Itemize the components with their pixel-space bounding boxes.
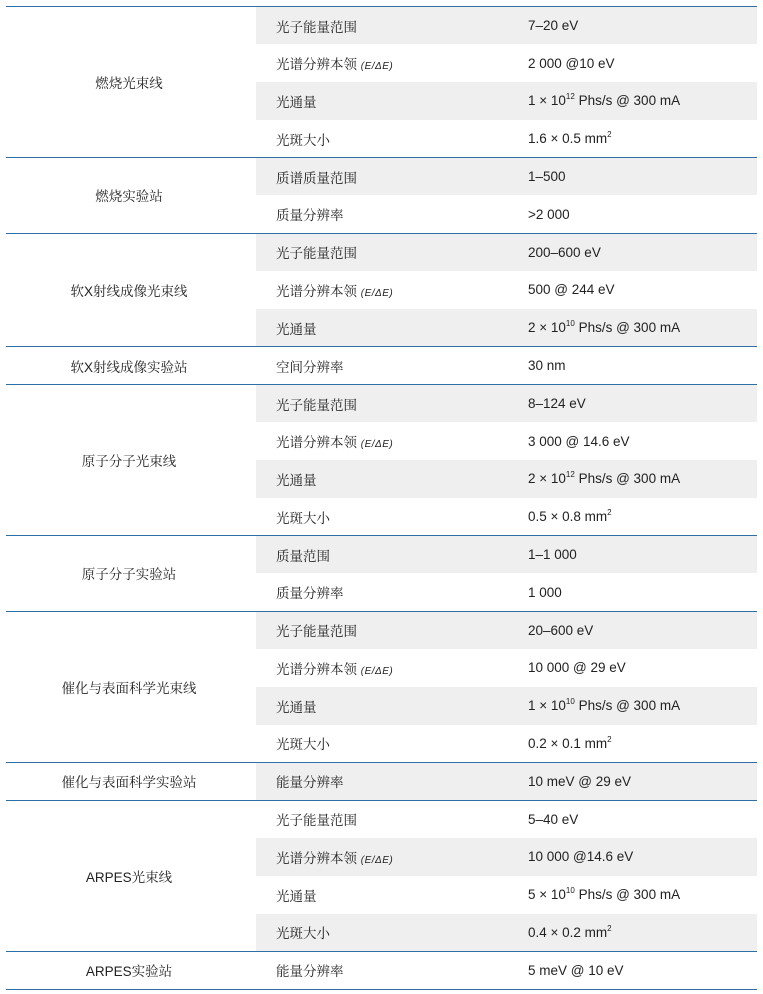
parameter-cell: 光子能量范围 <box>256 7 508 45</box>
parameter-cell: 光斑大小 <box>276 737 330 753</box>
table-row <box>6 536 757 574</box>
parameter-cell: 光通量 <box>256 82 508 120</box>
parameter-cell: 光通量 <box>276 888 317 904</box>
value-cell: $1 \times 10^{10}$ Phs/s @ 300 mA <box>508 687 757 725</box>
value-cell: $1 \times 10^{12}$ Phs/s @ 300 mA <box>508 82 757 120</box>
resolution-notation: (E/ΔE) <box>360 665 394 677</box>
value-cell: $2 \times 10^{12}$ Phs/s @ 300 mA <box>508 460 757 498</box>
table-row <box>6 7 757 45</box>
value-cell: 5–40 eV <box>508 800 757 838</box>
table-row <box>6 233 757 271</box>
parameter-cell: 光谱分辨本领 (E/ΔE) <box>276 435 394 451</box>
table-row <box>6 384 757 422</box>
parameter-cell: 光通量 <box>256 687 508 725</box>
group-name-cell: ARPES实验站 <box>6 951 256 989</box>
superscript: 2 <box>607 130 612 140</box>
value-cell: 1–1 000 <box>508 536 757 574</box>
parameter-cell: 光谱分辨本领 (E/ΔE) <box>276 661 394 677</box>
value-cell: 200–600 eV <box>508 233 757 271</box>
parameter-cell: 质谱质量范围 <box>256 158 508 196</box>
parameter-cell: 能量分辨率 <box>256 951 508 989</box>
parameter-cell: 光通量 <box>256 460 508 498</box>
superscript: 12 <box>565 470 575 480</box>
group-name-cell: 催化与表面科学实验站 <box>6 762 256 800</box>
value-cell: 1–500 <box>508 158 757 196</box>
value-cell: >2 000 <box>528 206 570 222</box>
group-name-cell: 燃烧光束线 <box>6 7 256 158</box>
group-name-cell: 燃烧实验站 <box>6 158 256 234</box>
parameter-cell: 光谱分辨本领 (E/ΔE) <box>276 283 394 299</box>
parameter-cell: 光子能量范围 <box>256 233 508 271</box>
group-name-cell: 催化与表面科学光束线 <box>6 611 256 762</box>
superscript: 2 <box>607 508 612 517</box>
value-cell: 10 000 @ 29 eV <box>528 660 626 676</box>
table-row <box>6 611 757 649</box>
superscript: 10 <box>565 886 575 896</box>
superscript: 10 <box>565 697 575 707</box>
superscript: 2 <box>607 923 612 933</box>
value-cell: 0.2 × 0.1 $mm^2$ <box>528 734 612 751</box>
parameter-cell: 光斑大小 <box>276 510 330 526</box>
group-name-cell: 原子分子光束线 <box>6 384 256 535</box>
table-row <box>6 762 757 800</box>
superscript: 12 <box>565 92 575 102</box>
parameter-cell: 质量分辨率 <box>276 208 344 224</box>
parameter-cell: 光谱分辨本领 (E/ΔE) <box>276 57 394 73</box>
value-cell: 10 meV @ 29 eV <box>508 762 757 800</box>
value-cell: 1 000 <box>528 584 562 600</box>
group-name-cell: 软X射线成像光束线 <box>6 233 256 346</box>
value-cell: 8–124 eV <box>508 384 757 422</box>
group-name-cell: 软X射线成像实验站 <box>6 347 256 385</box>
value-cell: 30 nm <box>508 347 757 385</box>
value-cell: 5 meV @ 10 eV <box>508 951 757 989</box>
value-cell: $5 \times 10^{10}$ Phs/s @ 300 mA <box>528 886 681 903</box>
table-row <box>6 951 757 989</box>
parameter-cell: 光通量 <box>256 309 508 347</box>
parameter-cell: 质量范围 <box>256 536 508 574</box>
parameter-cell: 光谱分辨本领 (E/ΔE) <box>256 838 508 876</box>
spec-table-container <box>6 0 763 990</box>
table-row <box>6 347 757 385</box>
table-row <box>6 158 757 196</box>
value-cell: 10 000 @14.6 eV <box>508 838 757 876</box>
value-cell: 0.5 × 0.8 $mm^2$ <box>528 508 612 524</box>
parameter-cell: 能量分辨率 <box>256 762 508 800</box>
value-cell: 500 @ 244 eV <box>528 282 615 298</box>
resolution-notation: (E/ΔE) <box>360 61 394 73</box>
table-body <box>6 7 757 990</box>
resolution-notation: (E/ΔE) <box>360 854 394 866</box>
parameter-cell: 光子能量范围 <box>256 384 508 422</box>
group-name-cell: ARPES光束线 <box>6 800 256 951</box>
value-cell: 7–20 eV <box>508 7 757 45</box>
value-cell: 0.4 × 0.2 $mm^2$ <box>508 914 757 952</box>
group-name-cell: 原子分子实验站 <box>6 536 256 612</box>
parameter-cell: 空间分辨率 <box>256 347 508 385</box>
value-cell: 1.6 × 0.5 $mm^2$ <box>528 130 612 147</box>
parameter-cell: 质量分辨率 <box>276 586 344 602</box>
value-cell: $2 \times 10^{10}$ Phs/s @ 300 mA <box>508 309 757 347</box>
parameter-cell: 光子能量范围 <box>256 611 508 649</box>
value-cell: 2 000 @10 eV <box>528 55 615 71</box>
parameter-cell: 光斑大小 <box>276 132 330 148</box>
resolution-notation: (E/ΔE) <box>360 439 394 451</box>
superscript: 10 <box>565 319 575 329</box>
parameter-cell: 光子能量范围 <box>256 800 508 838</box>
beamline-spec-table <box>6 6 757 990</box>
table-row <box>6 800 757 838</box>
value-cell: 3 000 @ 14.6 eV <box>528 433 630 449</box>
resolution-notation: (E/ΔE) <box>360 287 394 299</box>
parameter-cell: 光斑大小 <box>256 914 508 952</box>
superscript: 2 <box>607 734 612 744</box>
value-cell: 20–600 eV <box>508 611 757 649</box>
